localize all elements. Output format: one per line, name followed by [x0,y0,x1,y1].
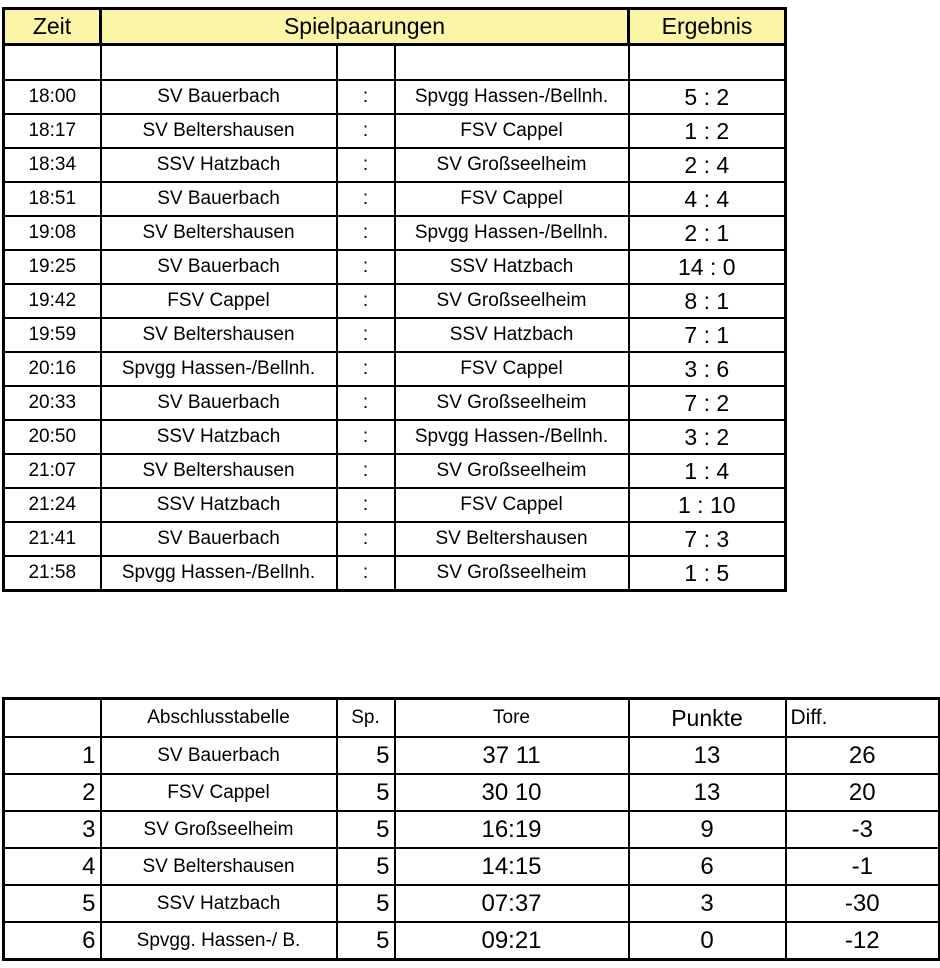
goal-difference: -12 [786,922,940,960]
home-team: SV Bauerbach [101,386,337,420]
match-result: 1 : 2 [629,114,786,148]
match-row [4,522,786,556]
standings-header-row [4,699,940,738]
match-result: 1 : 10 [629,488,786,522]
team-name: SV Großseelheim [101,811,337,848]
games-played: 5 [337,885,395,922]
match-row [4,488,786,522]
match-time: 18:17 [4,114,101,148]
score-separator: : [337,556,395,591]
match-time: 19:42 [4,284,101,318]
team-name: SV Bauerbach [101,737,337,774]
goal-difference: -3 [786,811,940,848]
match-row [4,80,786,114]
standings-row [4,848,940,885]
team-name: FSV Cappel [101,774,337,811]
match-result: 2 : 1 [629,216,786,250]
standings-row [4,885,940,922]
away-team: Spvgg Hassen-/Bellnh. [395,420,629,454]
team-rank: 6 [4,922,101,960]
match-time: 18:34 [4,148,101,182]
games-played: 5 [337,774,395,811]
goals: 07:37 [395,885,629,922]
points: 13 [629,737,786,774]
goal-difference: 20 [786,774,940,811]
match-time: 19:25 [4,250,101,284]
goal-difference: -30 [786,885,940,922]
match-row [4,318,786,352]
match-result: 14 : 0 [629,250,786,284]
match-result: 7 : 3 [629,522,786,556]
standings-row [4,737,940,774]
score-separator: : [337,182,395,216]
home-team: Spvgg Hassen-/Bellnh. [101,556,337,591]
games-played: 5 [337,737,395,774]
match-result: 5 : 2 [629,80,786,114]
match-row [4,216,786,250]
points: 13 [629,774,786,811]
team-name: Spvgg. Hassen-/ B. [101,922,337,960]
away-team: SSV Hatzbach [395,318,629,352]
match-row [4,454,786,488]
match-time: 20:33 [4,386,101,420]
match-result: 3 : 6 [629,352,786,386]
header-team: Abschlusstabelle [101,699,337,738]
match-time: 19:08 [4,216,101,250]
match-time: 21:24 [4,488,101,522]
header-pairings: Spielpaarungen [101,9,629,45]
team-rank: 4 [4,848,101,885]
match-time: 21:58 [4,556,101,591]
match-row [4,352,786,386]
final-standings-table [2,697,940,961]
standings-row [4,922,940,960]
home-team: SV Beltershausen [101,318,337,352]
score-separator: : [337,216,395,250]
header-diff: Diff. [786,699,940,738]
away-team: FSV Cappel [395,488,629,522]
standings-row [4,811,940,848]
home-team: SV Bauerbach [101,182,337,216]
score-separator: : [337,318,395,352]
match-result: 3 : 2 [629,420,786,454]
score-separator: : [337,386,395,420]
games-played: 5 [337,922,395,960]
match-time: 19:59 [4,318,101,352]
games-played: 5 [337,848,395,885]
match-row [4,284,786,318]
away-team: SV Beltershausen [395,522,629,556]
home-team: SV Bauerbach [101,522,337,556]
team-name: SV Beltershausen [101,848,337,885]
match-result: 4 : 4 [629,182,786,216]
away-team: SV Großseelheim [395,284,629,318]
score-separator: : [337,114,395,148]
score-separator: : [337,352,395,386]
goals: 37 11 [395,737,629,774]
match-row [4,182,786,216]
header-points: Punkte [629,699,786,738]
match-time: 18:00 [4,80,101,114]
team-rank: 2 [4,774,101,811]
goals: 14:15 [395,848,629,885]
score-separator: : [337,148,395,182]
match-time: 20:16 [4,352,101,386]
goal-difference: 26 [786,737,940,774]
match-row [4,556,786,591]
team-name: SSV Hatzbach [101,885,337,922]
points: 9 [629,811,786,848]
match-result: 7 : 2 [629,386,786,420]
home-team: FSV Cappel [101,284,337,318]
standings-row [4,774,940,811]
games-played: 5 [337,811,395,848]
away-team: Spvgg Hassen-/Bellnh. [395,216,629,250]
schedule-header-row [4,9,786,45]
away-team: SSV Hatzbach [395,250,629,284]
away-team: SV Großseelheim [395,454,629,488]
match-row [4,148,786,182]
points: 0 [629,922,786,960]
points: 3 [629,885,786,922]
goals: 16:19 [395,811,629,848]
home-team: SSV Hatzbach [101,488,337,522]
score-separator: : [337,284,395,318]
score-separator: : [337,250,395,284]
header-result: Ergebnis [629,9,786,45]
score-separator: : [337,488,395,522]
goal-difference: -1 [786,848,940,885]
team-rank: 1 [4,737,101,774]
home-team: Spvgg Hassen-/Bellnh. [101,352,337,386]
team-rank: 5 [4,885,101,922]
away-team: Spvgg Hassen-/Bellnh. [395,80,629,114]
match-result: 1 : 4 [629,454,786,488]
score-separator: : [337,80,395,114]
away-team: SV Großseelheim [395,556,629,591]
match-result: 1 : 5 [629,556,786,591]
away-team: SV Großseelheim [395,386,629,420]
match-result: 8 : 1 [629,284,786,318]
match-time: 20:50 [4,420,101,454]
home-team: SV Beltershausen [101,114,337,148]
home-team: SV Beltershausen [101,454,337,488]
schedule-spacer-row [4,45,786,81]
home-team: SSV Hatzbach [101,148,337,182]
match-time: 21:41 [4,522,101,556]
away-team: FSV Cappel [395,352,629,386]
match-time: 18:51 [4,182,101,216]
score-separator: : [337,454,395,488]
header-time: Zeit [4,9,101,45]
match-row [4,250,786,284]
home-team: SV Bauerbach [101,80,337,114]
header-rank [4,699,101,738]
away-team: SV Großseelheim [395,148,629,182]
match-schedule-table [2,7,787,592]
match-time: 21:07 [4,454,101,488]
header-goals: Tore [395,699,629,738]
points: 6 [629,848,786,885]
team-rank: 3 [4,811,101,848]
home-team: SV Bauerbach [101,250,337,284]
score-separator: : [337,420,395,454]
match-result: 2 : 4 [629,148,786,182]
match-result: 7 : 1 [629,318,786,352]
goals: 30 10 [395,774,629,811]
score-separator: : [337,522,395,556]
away-team: FSV Cappel [395,182,629,216]
match-row [4,114,786,148]
header-games: Sp. [337,699,395,738]
match-row [4,386,786,420]
goals: 09:21 [395,922,629,960]
away-team: FSV Cappel [395,114,629,148]
match-row [4,420,786,454]
home-team: SV Beltershausen [101,216,337,250]
home-team: SSV Hatzbach [101,420,337,454]
